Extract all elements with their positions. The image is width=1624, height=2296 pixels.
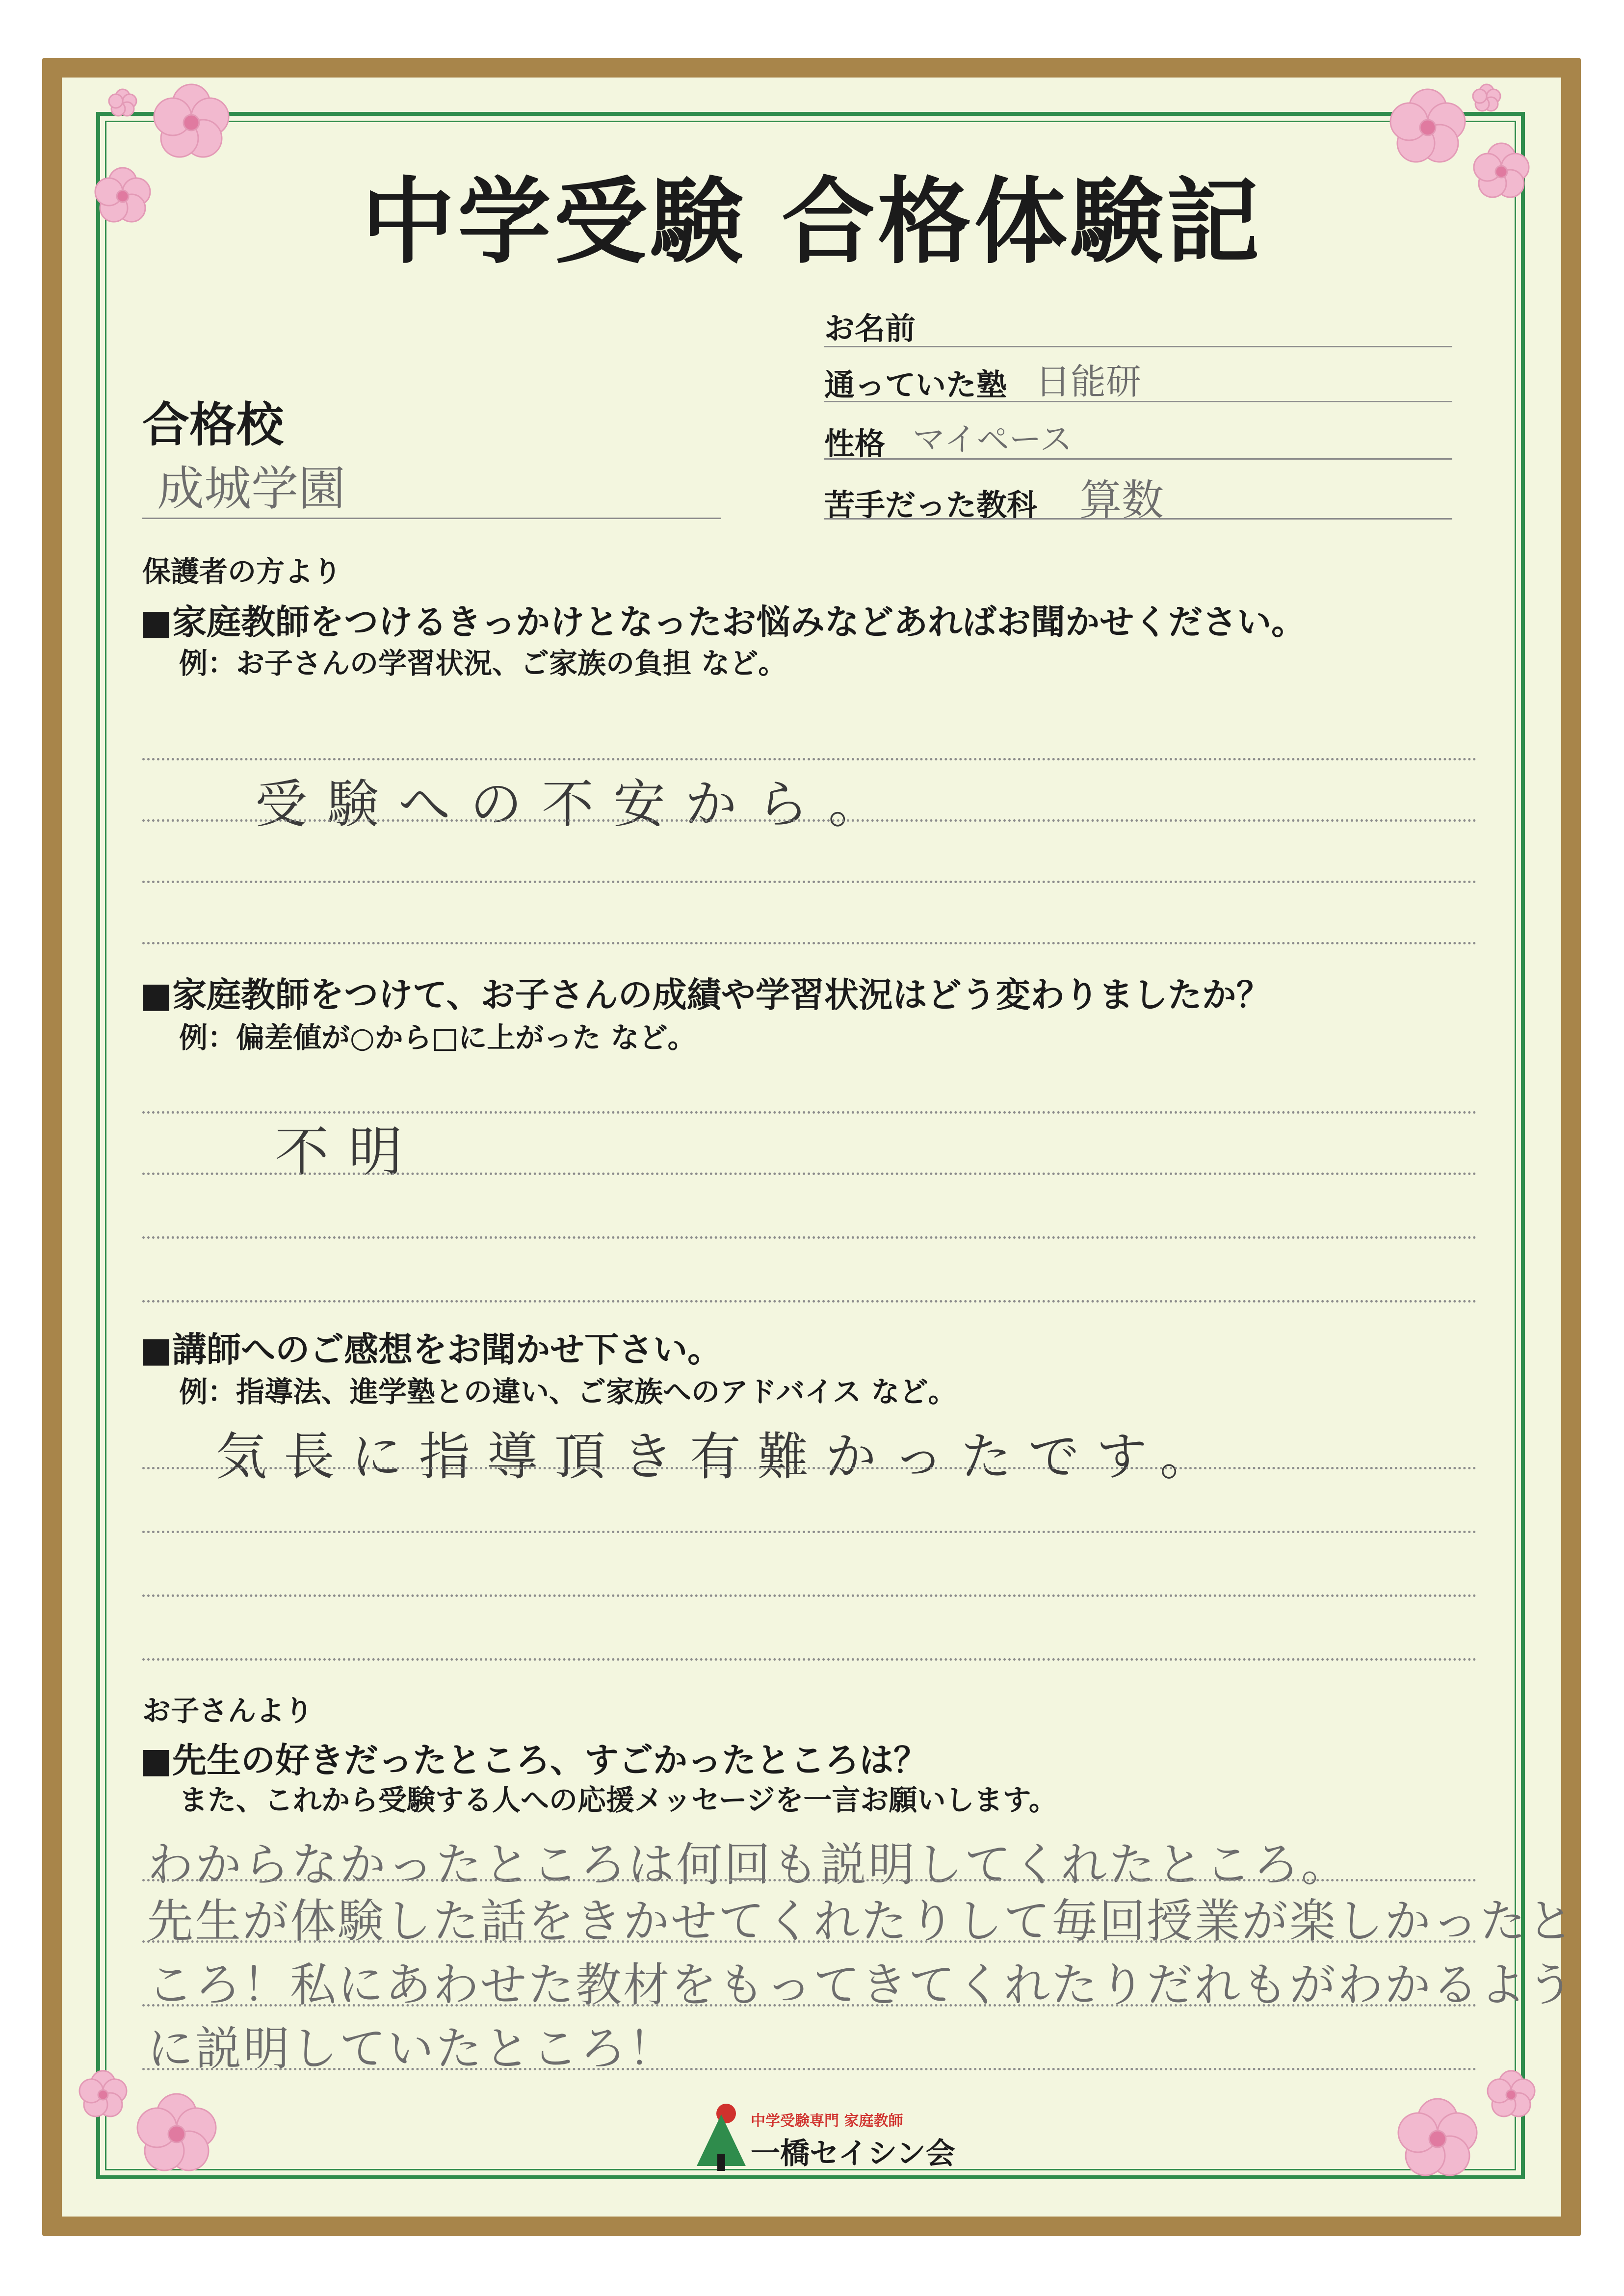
child-section-label: お子さんより xyxy=(142,1694,314,1727)
page-title: 中学受験 合格体験記 xyxy=(361,168,1263,276)
question-2-title: ■家庭教師をつけて、お子さんの成績や学習状況はどう変わりましたか？ xyxy=(140,974,1271,1015)
answer-line xyxy=(142,1594,1477,1597)
answer-line xyxy=(142,1111,1477,1114)
question-3-example: 例：指導法、進学塾との違い、ご家族へのアドバイス など。 xyxy=(179,1375,957,1409)
answer-line xyxy=(142,1879,1477,1881)
weak-subject-value: 算数 xyxy=(1079,476,1164,525)
question-3-answer: 気長に指導頂き有難かったです。 xyxy=(216,1427,1228,1487)
logo-tagline: 中学受験専門 家庭教師 xyxy=(751,2113,903,2130)
juku-value: 日能研 xyxy=(1035,361,1142,402)
answer-line xyxy=(142,1173,1477,1175)
weak-subject-label: 苦手だった教科 xyxy=(824,487,1038,523)
logo-name: 一橋セイシン会 xyxy=(751,2137,955,2171)
answer-line xyxy=(142,2004,1477,2007)
question-1-title: ■家庭教師をつけるきっかけとなったお悩みなどあればお聞かせください。 xyxy=(140,601,1306,642)
logo-mark-icon xyxy=(692,2100,751,2173)
company-logo xyxy=(692,2100,955,2173)
name-underline xyxy=(824,346,1452,347)
child-answer-line-3: ころ！私にあわせた教材をもってきてくれたりだれもがわかるよう xyxy=(147,1958,1575,2012)
weak-subject-underline xyxy=(824,518,1452,520)
child-question-title: ■先生の好きだったところ、すごかったところは？ xyxy=(140,1740,928,1780)
child-answer-line-2: 先生が体験した話をきかせてくれたりして毎回授業が楽しかったと xyxy=(147,1895,1575,1948)
name-label: お名前 xyxy=(824,311,916,346)
personality-label: 性格 xyxy=(824,426,886,462)
personality-value: マイペース xyxy=(913,420,1073,458)
answer-line xyxy=(142,819,1477,822)
personality-underline xyxy=(824,458,1452,460)
answer-line xyxy=(142,1300,1477,1303)
school-value: 成城学園 xyxy=(157,461,345,516)
school-label: 合格校 xyxy=(142,397,284,452)
question-2-example: 例：偏差値が○から□に上がった など。 xyxy=(179,1021,696,1054)
child-answer-line-4: に説明していたところ！ xyxy=(147,2022,677,2076)
answer-line xyxy=(142,758,1477,760)
answer-line xyxy=(142,942,1477,944)
answer-line xyxy=(142,1467,1477,1469)
answer-line xyxy=(142,1531,1477,1533)
question-1-answer: 受験への不安から。 xyxy=(255,774,900,835)
answer-line xyxy=(142,1940,1477,1943)
answer-line xyxy=(142,1236,1477,1239)
child-question-subtitle: また、これから受験する人への応援メッセージを一言お願いします。 xyxy=(179,1783,1057,1817)
cherry-blossom-icon xyxy=(1388,2051,1545,2208)
school-underline xyxy=(142,518,721,519)
answer-line xyxy=(142,2068,1477,2070)
answer-line xyxy=(142,1658,1477,1661)
question-2-answer: 不明 xyxy=(275,1121,422,1183)
question-1-example: 例：お子さんの学習状況、ご家族の負担 など。 xyxy=(179,647,787,680)
question-3-title: ■講師へのご感想をお聞かせ下さい。 xyxy=(140,1329,722,1370)
parent-section-label: 保護者の方より xyxy=(142,555,342,588)
juku-underline xyxy=(824,401,1452,402)
juku-label: 通っていた塾 xyxy=(824,367,1007,403)
answer-line xyxy=(142,881,1477,883)
child-answer-line-1: わからなかったところは何回も説明してくれたところ。 xyxy=(147,1838,1350,1892)
